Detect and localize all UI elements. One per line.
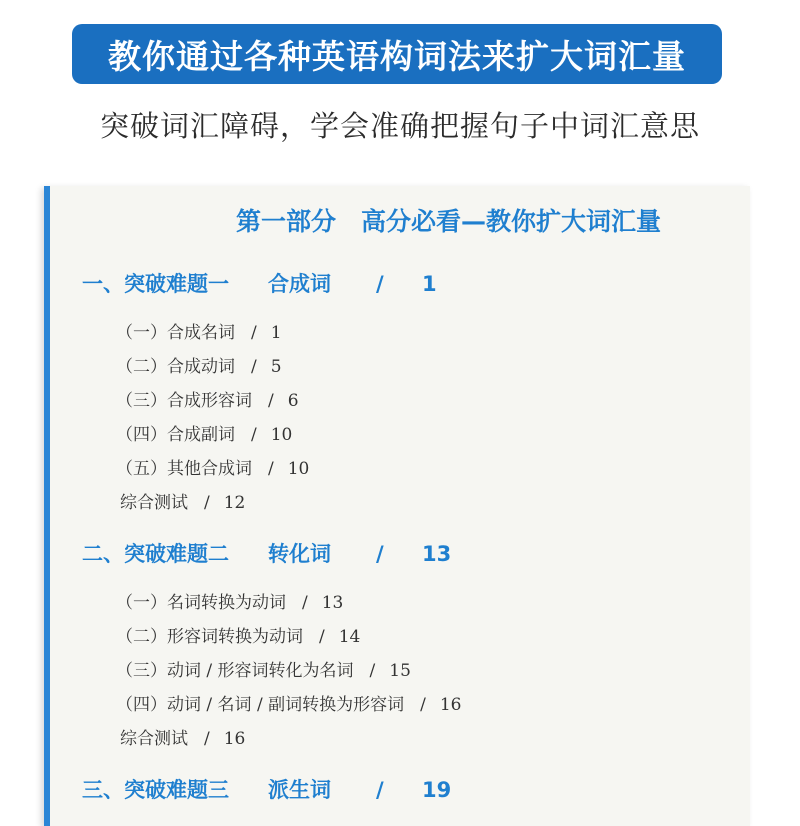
toc-item-separator: / (369, 661, 376, 681)
section-heading (82, 538, 451, 568)
toc-item (116, 622, 360, 647)
section-separator: / (376, 778, 384, 802)
section-label: 一、突破难题一 (82, 272, 229, 296)
subtitle: 突破词汇障碍，学会准确把握句子中词汇意思 (99, 109, 700, 143)
toc-item-separator: / (319, 627, 325, 647)
toc-item-page: 16 (223, 729, 246, 749)
toc-item-separator: / (420, 695, 426, 715)
toc-item (116, 454, 309, 479)
section-label: 二、突破难题二 (82, 542, 229, 566)
toc-item (116, 690, 461, 715)
toc-card (44, 186, 750, 826)
section-label: 三、突破难题三 (82, 778, 229, 802)
toc-item (116, 656, 411, 681)
section-heading (82, 268, 437, 298)
section-page: 1 (422, 272, 437, 296)
part-title: 第一部分 高分必看—教你扩大词汇量 (236, 207, 662, 236)
section-separator: / (376, 272, 384, 296)
toc-item (116, 352, 282, 377)
section-page: 13 (422, 542, 452, 566)
toc-item-page: 5 (270, 357, 282, 377)
toc-item-page: 14 (338, 627, 361, 647)
section-name: 转化词 (268, 542, 331, 566)
toc-item-separator: / (251, 323, 257, 343)
toc-item-text: （三）合成形容词 (116, 391, 252, 411)
toc-item-page: 13 (321, 593, 344, 613)
toc-item-page: 16 (439, 695, 462, 715)
toc-item (116, 588, 343, 613)
toc-item-page: 10 (270, 425, 293, 445)
toc-item-page: 10 (287, 459, 310, 479)
toc-item-page: 1 (270, 323, 282, 343)
toc-item-text: （二）合成动词 (116, 357, 235, 377)
toc-item-page: 12 (223, 493, 246, 513)
toc-item-separator: / (204, 493, 210, 513)
section-name: 合成词 (268, 272, 331, 296)
banner-title: 教你通过各种英语构词法来扩大词汇量 (108, 36, 686, 76)
toc-item (116, 318, 282, 343)
toc-item-text: （四）动词 / 名词 / 副词转换为形容词 (116, 695, 405, 715)
section-name: 派生词 (268, 778, 331, 802)
toc-item-separator: / (204, 729, 210, 749)
section-separator: / (376, 542, 384, 566)
toc-item-text: （三）动词 / 形容词转化为名词 (116, 661, 354, 681)
header-banner (72, 24, 722, 84)
toc-item-text: （一）合成名词 (116, 323, 235, 343)
toc-item-test (120, 724, 245, 749)
section-page: 19 (422, 778, 452, 802)
toc-item-separator: / (251, 357, 257, 377)
toc-item (116, 386, 299, 411)
toc-item-text: （一）名词转换为动词 (116, 593, 286, 613)
toc-item-text: （四）合成副词 (116, 425, 235, 445)
toc-item-page: 6 (287, 391, 299, 411)
toc-item-text: 综合测试 (120, 493, 188, 513)
toc-item-page: 15 (389, 661, 411, 681)
toc-item-test (120, 488, 245, 513)
toc-item-text: （二）形容词转换为动词 (116, 627, 303, 647)
toc-item-text: 综合测试 (120, 729, 188, 749)
toc-item-separator: / (268, 391, 274, 411)
toc-item-separator: / (302, 593, 308, 613)
toc-item-separator: / (251, 425, 257, 445)
toc-item-text: （五）其他合成词 (116, 459, 252, 479)
toc-item-separator: / (268, 459, 274, 479)
toc-item (116, 420, 292, 445)
